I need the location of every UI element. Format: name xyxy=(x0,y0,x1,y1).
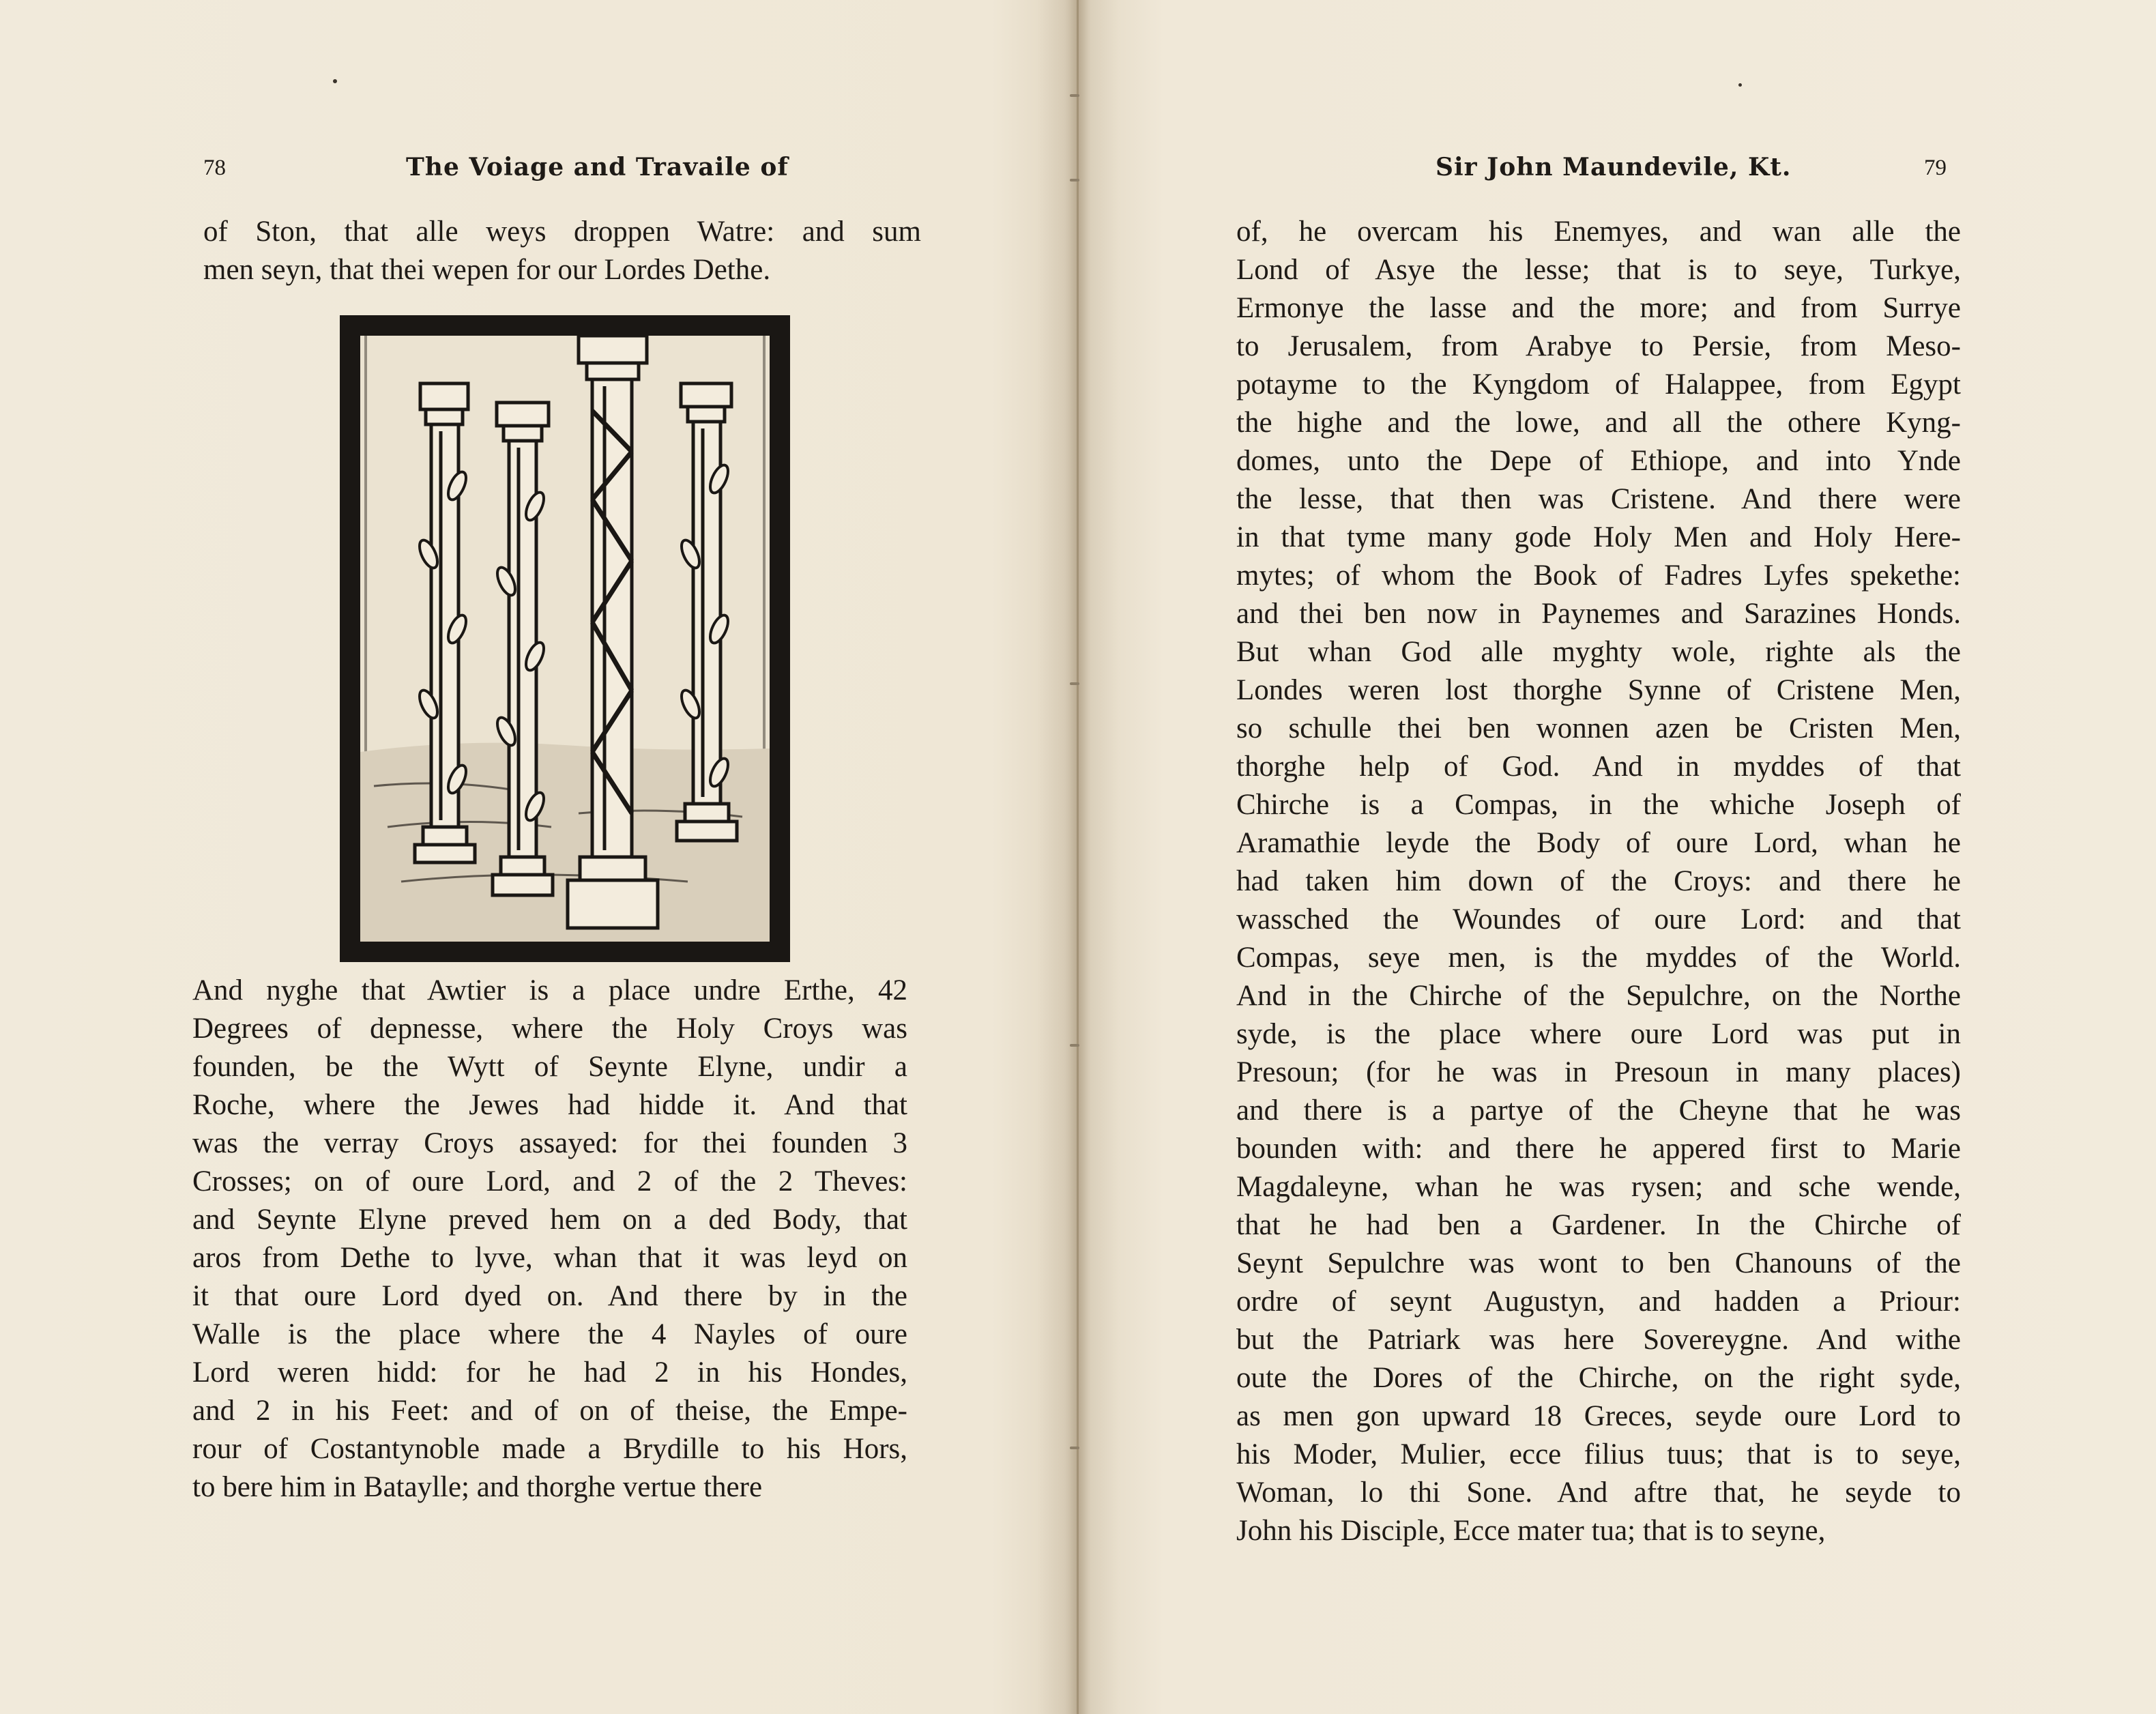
text-line: so schulle thei ben wonnen azen be Cristen Men, xyxy=(1236,712,1961,744)
text-line: Degrees of depnesse, where the Holy Croys was xyxy=(192,1013,907,1045)
text-line: was the verray Croys assayed: for thei founden 3 xyxy=(192,1127,907,1159)
text-line: mytes; of whom the Book of Fadres Lyfes spekethe: xyxy=(1236,560,1961,592)
text-line: of, he overcam his Enemyes, and wan alle the xyxy=(1236,216,1961,248)
right-running-head xyxy=(1078,153,2156,190)
text-line: rour of Costantynoble made a Brydille to his Hors, xyxy=(192,1433,907,1465)
left-running-title: The Voiage and Travaile of xyxy=(406,153,789,181)
text-line: domes, unto the Depe of Ethiope, and into Ynde xyxy=(1236,445,1961,477)
text-line: aros from Dethe to lyve, whan that it was leyd on xyxy=(192,1242,907,1274)
text-line: the lesse, that then was Cristene. And there were xyxy=(1236,483,1961,515)
text-line: thorghe help of God. And in myddes of that xyxy=(1236,751,1961,783)
text-line: and there is a partye of the Cheyne that he was xyxy=(1236,1094,1961,1127)
paper-speck xyxy=(333,79,337,83)
text-line: Crosses; on of oure Lord, and 2 of the 2 Theves: xyxy=(192,1165,907,1197)
text-line: Walle is the place where the 4 Nayles of oure xyxy=(192,1318,907,1350)
text-line: Londes weren lost thorghe Synne of Cristene Men, xyxy=(1236,674,1961,706)
text-line: to bere him in Bataylle; and thorghe vertue there xyxy=(192,1471,763,1503)
text-line: Presoun; (for he was in Presoun in many places) xyxy=(1236,1056,1961,1088)
text-line: And nyghe that Awtier is a place undre Erthe, 42 xyxy=(192,974,907,1006)
left-running-head xyxy=(0,153,1078,190)
text-line: Chirche is a Compas, in the whiche Joseph of xyxy=(1236,789,1961,821)
text-line: his Moder, Mulier, ecce filius tuus; that is to seye, xyxy=(1236,1438,1961,1470)
text-line: Aramathie leyde the Body of oure Lord, whan he xyxy=(1236,827,1961,859)
text-line: ordre of seynt Augustyn, and hadden a Priour: xyxy=(1236,1286,1961,1318)
text-line: Magdaleyne, whan he was rysen; and sche wende, xyxy=(1236,1171,1961,1203)
text-line: the highe and the lowe, and all the othere Kyng- xyxy=(1236,407,1961,439)
text-line: Ermonye the lasse and the more; and from Surrye xyxy=(1236,292,1961,324)
text-line: had taken him down of the Croys: and there he xyxy=(1236,865,1961,897)
text-line: to Jerusalem, from Arabye to Persie, from Meso- xyxy=(1236,330,1961,362)
right-page-number: 79 xyxy=(1924,156,1947,180)
paper-speck xyxy=(1738,83,1742,87)
text-line: Seynt Sepulchre was wont to ben Chanouns of the xyxy=(1236,1247,1961,1279)
text-line: But whan God alle myghty wole, righte als the xyxy=(1236,636,1961,668)
text-line: men seyn, that thei wepen for our Lordes Dethe. xyxy=(203,254,771,286)
text-line: Lond of Asye the lesse; that is to seye, Turkye, xyxy=(1236,254,1961,286)
text-line: founden, be the Wytt of Seynte Elyne, undir a xyxy=(192,1051,907,1083)
text-line: bounden with: and there he appered first to Marie xyxy=(1236,1133,1961,1165)
text-line: syde, is the place where oure Lord was put in xyxy=(1236,1018,1961,1050)
woodcut-illustration xyxy=(340,315,790,962)
text-line: potayme to the Kyngdom of Halappee, from Egypt xyxy=(1236,368,1961,401)
text-line: and thei ben now in Paynemes and Sarazines Honds. xyxy=(1236,598,1961,630)
right-page xyxy=(1078,0,2156,1714)
text-line: oute the Dores of the Chirche, on the right syde, xyxy=(1236,1362,1961,1394)
text-line: that he had ben a Gardener. In the Chirche of xyxy=(1236,1209,1961,1241)
left-page-number: 78 xyxy=(203,156,226,180)
text-line: of Ston, that alle weys droppen Watre: and sum xyxy=(203,216,921,248)
text-line: Compas, seye men, is the myddes of the World. xyxy=(1236,942,1961,974)
text-line: and Seynte Elyne preved hem on a ded Body, that xyxy=(192,1204,907,1236)
text-line: Woman, lo thi Sone. And aftre that, he seyde to xyxy=(1236,1477,1961,1509)
text-line: in that tyme many gode Holy Men and Holy Here- xyxy=(1236,521,1961,553)
text-line: Lord weren hidd: for he had 2 in his Hondes, xyxy=(192,1356,907,1389)
text-line: and 2 in his Feet: and of on of theise, the Empe- xyxy=(192,1395,907,1427)
text-line: John his Disciple, Ecce mater tua; that is to seyne, xyxy=(1236,1515,1826,1547)
text-line: wassched the Woundes of oure Lord: and that xyxy=(1236,903,1961,935)
text-line: as men gon upward 18 Greces, seyde oure Lord to xyxy=(1236,1400,1961,1432)
text-line: Roche, where the Jewes had hidde it. And that xyxy=(192,1089,907,1121)
text-line: it that oure Lord dyed on. And there by in the xyxy=(192,1280,907,1312)
right-running-title: Sir John Maundevile, Kt. xyxy=(1436,153,1792,181)
text-line: but the Patriark was here Sovereygne. And withe xyxy=(1236,1324,1961,1356)
four-columns-woodcut xyxy=(360,336,770,942)
text-line: And in the Chirche of the Sepulchre, on the Northe xyxy=(1236,980,1961,1012)
